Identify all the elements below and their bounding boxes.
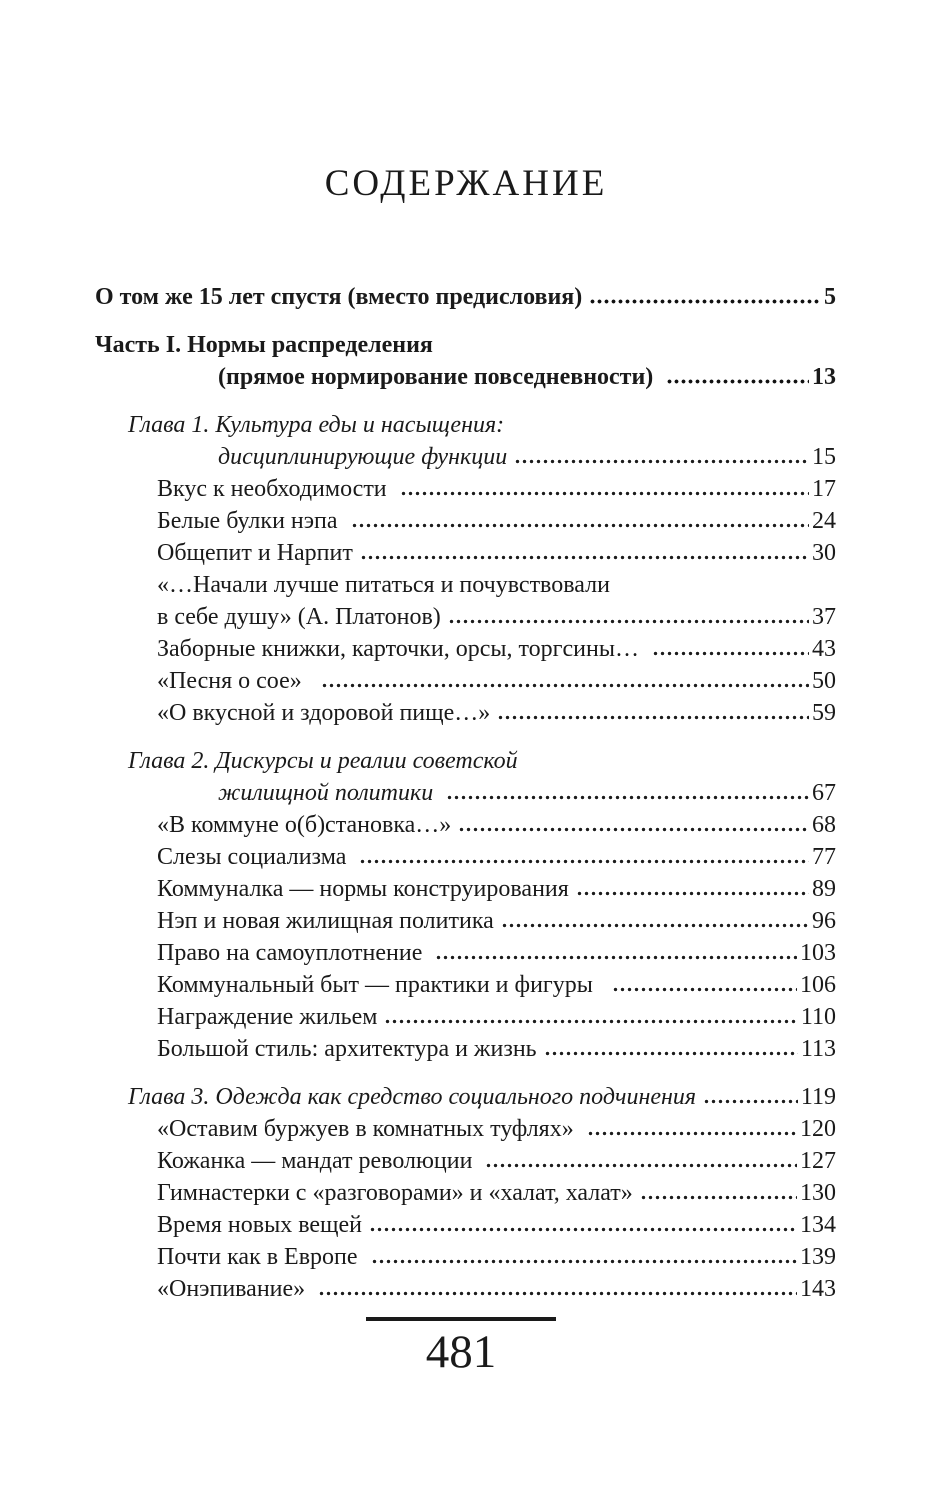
toc-entry-text: Вкус к необходимости: [157, 476, 393, 502]
toc-page-number: 37: [812, 604, 836, 630]
toc-row: [95, 1241, 836, 1273]
toc-entry-text: (прямое нормирование повседневности): [218, 364, 660, 390]
toc-row: [95, 473, 836, 505]
toc-page-number: 68: [812, 812, 836, 838]
toc-entry-text: Награждение жильем: [157, 1004, 378, 1030]
leader-dots: [497, 715, 809, 720]
toc-row: [95, 505, 836, 537]
leader-dots: [351, 523, 809, 528]
table-of-contents: [95, 281, 836, 1305]
toc-entry-text: Коммунальный быт — практики и фигуры: [157, 972, 605, 998]
leader-dots: [485, 1163, 797, 1168]
toc-entry-text: Глава 2. Дискурсы и реалии советской: [128, 748, 518, 774]
toc-entry-text: О том же 15 лет спустя (вместо предисловия): [95, 284, 583, 310]
toc-entry-text: Слезы социализма: [157, 844, 353, 870]
toc-row: [95, 601, 836, 633]
toc-entry-text: «Онэпивание»: [157, 1276, 312, 1302]
toc-row: [95, 1081, 836, 1113]
toc-page-number: 127: [800, 1148, 836, 1174]
page-title: СОДЕРЖАНИЕ: [324, 163, 608, 204]
toc-row: [95, 1145, 836, 1177]
toc-page-number: 24: [812, 508, 836, 534]
toc-row: [95, 1273, 836, 1305]
toc-page-number: 113: [800, 1036, 836, 1062]
toc-entry-text: Кожанка — мандат революции: [157, 1148, 479, 1174]
toc-page-number: 143: [800, 1276, 836, 1302]
toc-entry-text: Право на самоуплотнение: [157, 940, 429, 966]
toc-page-number: 96: [812, 908, 836, 934]
toc-page-number: 120: [800, 1116, 836, 1142]
toc-row: [95, 409, 836, 441]
toc-page-number: 119: [800, 1084, 836, 1110]
leader-dots: [318, 1291, 797, 1296]
leader-dots: [501, 923, 809, 928]
toc-page-number: 50: [812, 668, 836, 694]
toc-page-number: 77: [812, 844, 836, 870]
toc-entry-text: «Песня о сое»: [157, 668, 314, 694]
leader-dots: [458, 827, 809, 832]
toc-row: [95, 777, 836, 809]
toc-entry-text: Время новых вещей: [157, 1212, 363, 1238]
leader-dots: [359, 859, 809, 864]
toc-entry-text: Глава 1. Культура еды и насыщения:: [128, 412, 505, 438]
toc-row: [95, 569, 836, 601]
toc-entry-text: Гимнастерки с «разговорами» и «халат, халат»: [157, 1180, 633, 1206]
toc-row: [95, 969, 836, 1001]
toc-entry-text: Общепит и Нарпит: [157, 540, 353, 566]
toc-row: [95, 873, 836, 905]
toc-entry-text: дисциплинирующие функции: [218, 444, 508, 470]
toc-entry-text: в себе душу» (А. Платонов): [157, 604, 441, 630]
toc-page-number: 134: [800, 1212, 836, 1238]
toc-row: [95, 281, 836, 313]
toc-row: [95, 441, 836, 473]
toc-entry-text: Коммуналка — нормы конструирования: [157, 876, 569, 902]
toc-page-number: 130: [800, 1180, 836, 1206]
leader-dots: [612, 987, 797, 992]
toc-row: [95, 905, 836, 937]
toc-entry-text: Большой стиль: архитектура и жизнь: [157, 1036, 537, 1062]
leader-dots: [576, 891, 809, 896]
toc-row: [95, 1033, 836, 1065]
toc-entry-text: «…Начали лучше питаться и почувствовали: [157, 572, 610, 598]
toc-page-number: 5: [824, 284, 836, 310]
toc-page-number: 103: [800, 940, 836, 966]
toc-page-number: 43: [812, 636, 836, 662]
leader-dots: [369, 1227, 797, 1232]
toc-row: [95, 745, 836, 777]
leader-dots: [640, 1195, 797, 1200]
toc-row: [95, 697, 836, 729]
toc-row: [95, 1113, 836, 1145]
toc-row: [95, 937, 836, 969]
toc-entry-text: «Оставим буржуев в комнатных туфлях»: [157, 1116, 580, 1142]
leader-dots: [589, 299, 821, 304]
toc-row: [95, 1177, 836, 1209]
toc-row: [95, 1209, 836, 1241]
toc-page-number: 17: [812, 476, 836, 502]
toc-entry-text: Заборные книжки, карточки, орсы, торгсины…: [157, 636, 645, 662]
toc-page-number: 15: [812, 444, 836, 470]
leader-dots: [321, 683, 809, 688]
toc-page-number: 30: [812, 540, 836, 566]
toc-entry-text: жилищной политики: [218, 780, 440, 806]
leader-dots: [360, 555, 809, 560]
leader-dots: [448, 619, 809, 624]
toc-row: [95, 809, 836, 841]
toc-entry-text: «О вкусной и здоровой пище…»: [157, 700, 491, 726]
leader-dots: [514, 459, 809, 464]
toc-entry-text: Нэп и новая жилищная политика: [157, 908, 494, 934]
leader-dots: [703, 1099, 798, 1104]
toc-row: [95, 329, 836, 361]
leader-dots: [435, 955, 797, 960]
toc-entry-text: Глава 3. Одежда как средство социального подчинения: [128, 1084, 697, 1110]
leader-dots: [384, 1019, 797, 1024]
toc-entry-text: Часть I. Нормы распределения: [95, 332, 433, 358]
leader-dots: [544, 1051, 798, 1056]
footer-rule: [366, 1317, 556, 1321]
toc-page-number: 67: [812, 780, 836, 806]
toc-row: [95, 665, 836, 697]
toc-row: [95, 537, 836, 569]
toc-page-number: 110: [800, 1004, 836, 1030]
toc-entry-text: Почти как в Европе: [157, 1244, 364, 1270]
toc-row: [95, 841, 836, 873]
toc-page-number: 106: [800, 972, 836, 998]
leader-dots: [652, 651, 809, 656]
toc-row: [95, 361, 836, 393]
toc-page-number: 59: [812, 700, 836, 726]
leader-dots: [587, 1131, 797, 1136]
leader-dots: [446, 795, 809, 800]
toc-entry-text: «В коммуне о(б)становка…»: [157, 812, 452, 838]
toc-entry-text: Белые булки нэпа: [157, 508, 344, 534]
toc-page-number: 89: [812, 876, 836, 902]
footer-page-number: 481: [425, 1326, 497, 1378]
leader-dots: [371, 1259, 797, 1264]
leader-dots: [400, 491, 809, 496]
toc-page-number: 13: [812, 364, 836, 390]
leader-dots: [666, 379, 809, 384]
toc-row: [95, 633, 836, 665]
toc-row: [95, 1001, 836, 1033]
toc-page-number: 139: [800, 1244, 836, 1270]
